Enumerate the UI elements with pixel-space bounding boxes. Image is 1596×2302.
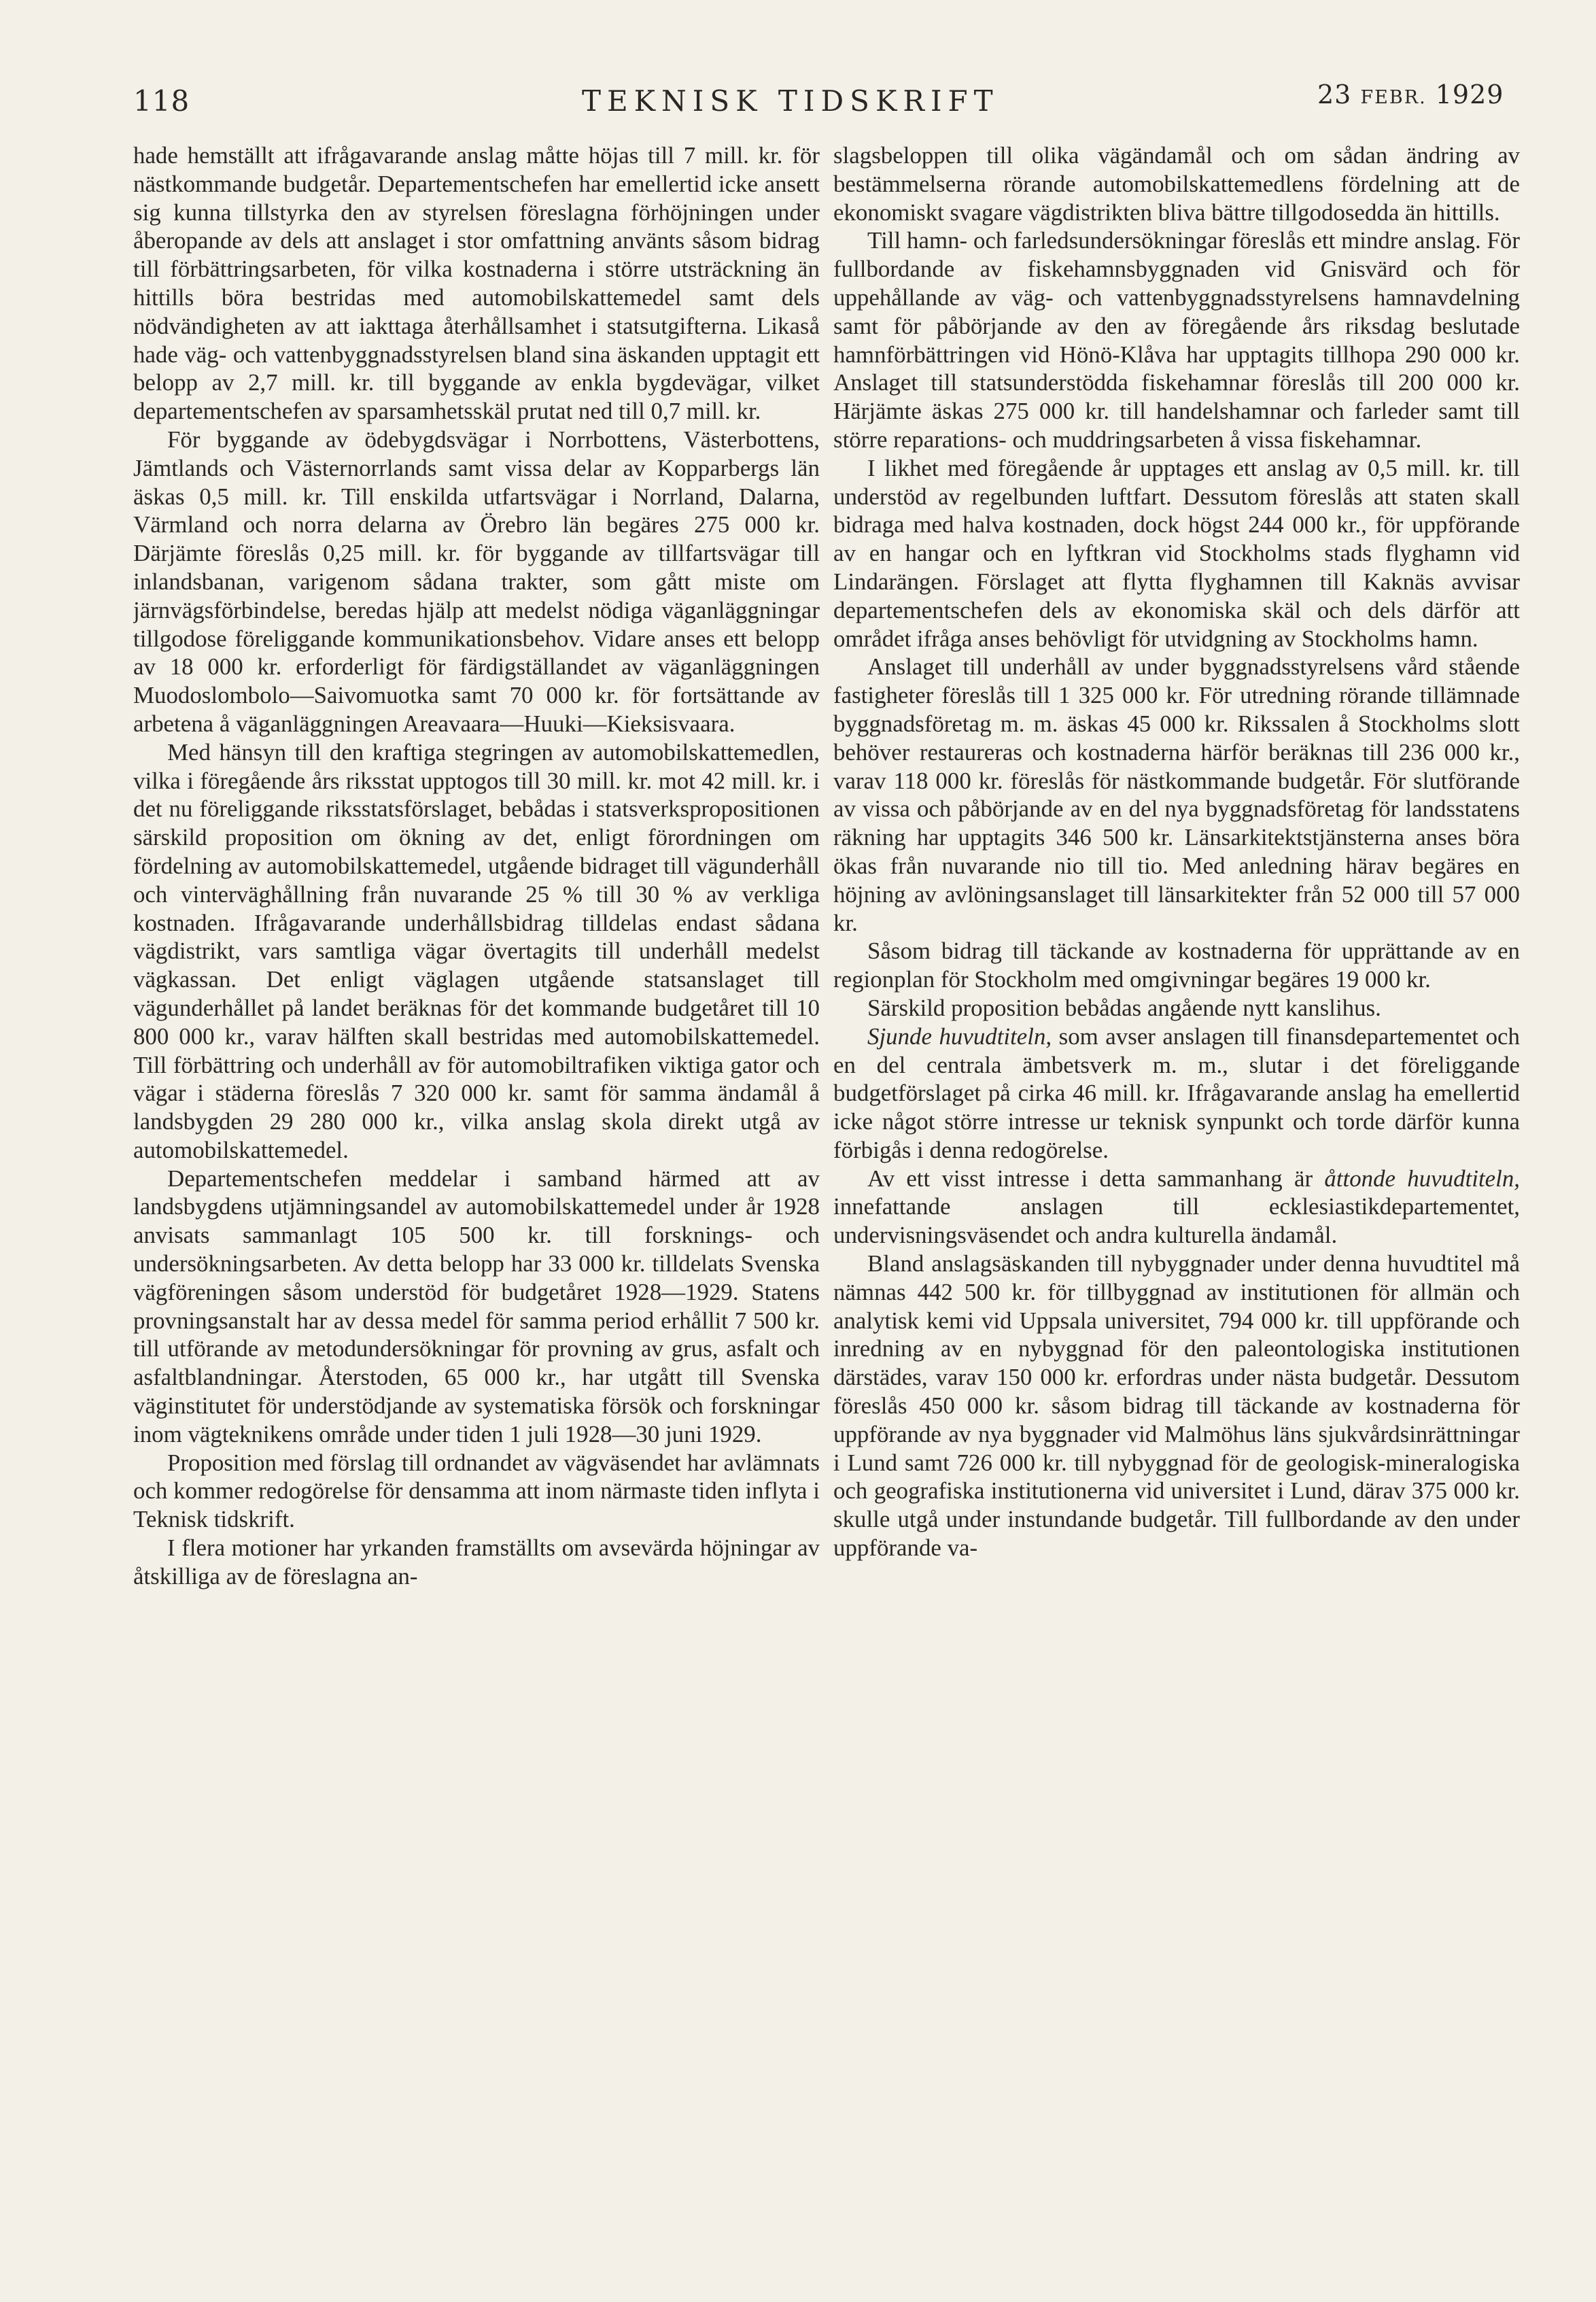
issue-date-day: 23 [1317,80,1352,109]
issue-date-month: FEBR. [1360,87,1427,108]
paragraph-seventh-title [833,1023,1520,1165]
eighth-title-heading: åttonde huvudtiteln, [1324,1165,1520,1192]
eighth-title-text: innefattande anslagen till ecklesiastikdepartementet, undervisningsväsendet och andra kulturella ändamål. [833,1193,1520,1249]
paragraph-road-proposition: Proposition med förslag till ordnandet av vägväsendet har avlämnats och kommer redogörelse för densamma att inom närmaste tiden inflyta i Teknisk tidskrift. [133,1449,820,1533]
right-column [833,141,1520,2242]
page-header [0,0,1596,136]
journal-title: TEKNISK TIDSKRIFT [582,84,999,118]
paragraph-wilderness-roads: För byggande av ödebygdsvägar i Norrbottens, Västerbottens, Jämtlands och Västernorrlands samt vissa delar av Kopparbergs län äskas 0,5 mill. kr. Till enskilda utfartsvägar i Norrland, Dalarna, Värmland och norra delarna av Örebro län begäres 275 000 kr. Därjämte föreslås 0,25 mill. kr. för byggande av tillfartsvägar till inlandsbanan, varigenom sådana trakter, som gått miste om järnvägsförbindelse, beredas hjälp att medelst nödiga väganläggningar tillgodose föreliggande kommunikationsbehov. Vidare anses ett belopp av 18 000 kr. erforderligt för färdigställandet av väganläggningen Muodoslombolo—Saivomuotka samt 70 000 kr. för fortsättande av arbetena å väganläggningen Areavaara—Huuki—Kieksisvaara. [133,426,820,737]
paragraph-regional-plan: Såsom bidrag till täckande av kostnaderna för upprättande av en regionplan för Stockholm med omgivningar begäres 19 000 kr. [833,938,1520,993]
left-column [133,141,820,2242]
paragraph-chancellery: Särskild proposition bebådas angående nytt kanslihus. [867,994,1381,1021]
seventh-title-text: som avser anslagen till finansdepartementet och en del centrala ämbetsverk m. m., slutar i det föreliggande budgetförslaget på cirka 46 mill. kr. Ifrågavarande anslag ha emellertid icke något större intresse ur teknisk synpunkt och torde därför kunna förbigås i denna redogörelse. [833,1023,1520,1163]
seventh-title-heading: Sjunde huvudtiteln, [867,1023,1052,1050]
paragraph-eighth-title [833,1165,1520,1250]
paragraph-research-funds: Departementschefen meddelar i samband härmed att av landsbygdens utjämningsandel av automobilskattemedel under år 1928 anvisats sammanlagt 105 500 kr. till forsknings- och undersökningsarbeten. Av detta belopp har 33 000 kr. tilldelats Svenska vägföreningen såsom understöd för budgetåret 1928—1929. Statens provningsanstalt har av dessa medel för samma period erhållit 7 500 kr. till utförande av metodundersökningar för provning av grus, asfalt och asfaltblandningar. Återstoden, 65 000 kr., har utgått till Svenska väginstitutet för understödjande av systematiska försök och forskningar inom vägteknikens område under tiden 1 juli 1928—30 juni 1929. [133,1165,820,1447]
paragraph-aviation: I likhet med föregående år upptages ett anslag av 0,5 mill. kr. till understöd av regelbunden luftfart. Dessutom föreslås att staten skall bidraga med halva kostnaden, dock högst 244 000 kr., för uppförande av en hangar och en lyftkran vid Stockholms stads flyghamn vid Lindarängen. Förslaget att flytta flyghamnen till Kaknäs avvisar departementschefen dels av ekonomiska skäl och dels därför att området ifråga anses behövligt för utvidgning av Stockholms hamn. [833,454,1520,652]
paragraph-harbours: Till hamn- och farledsundersökningar föreslås ett mindre anslag. För fullbordande av fiskehamnsbyggnaden vid Gnisvärd och för uppehållande av väg- och vattenbyggnadsstyrelsens hamnavdelning samt för påbörjande av den av föregående års riksdag beslutade hamnförbättringen vid Hönö-Klåva har upptagits tillhopa 290 000 kr. Anslaget till statsunderstödda fiskehamnar föreslås till 200 000 kr. Härjämte äskas 275 000 kr. till handelshamnar och farleder samt till större reparations- och muddringsarbeten å vissa fiskehamnar. [833,227,1520,453]
paragraph-road-grants: hade hemställt att ifrågavarande anslag måtte höjas till 7 mill. kr. för nästkommande budgetår. Departementschefen har emellertid icke ansett sig kunna tillstyrka den av styrelsen föreslagna förhöjningen under åberopande av dels att anslaget i stor omfattning använts såsom bidrag till förbättringsarbeten, för vilka kostnaderna i större utsträckning än hittills böra bestridas med automobilskattemedel samt dels nödvändigheten av att iakttaga återhållsamhet i statsutgifterna. Likaså hade väg- och vattenbyggnadsstyrelsen bland sina äskanden upptagit ett belopp av 2,7 mill. kr. till byggande av enkla bygdevägar, vilket departementschefen av sparsamhetsskäl prutat ned till 0,7 mill. kr. [133,142,820,425]
paragraph-buildings: Anslaget till underhåll av under byggnadsstyrelsens vård stående fastigheter föreslås till 1 325 000 kr. För utredning rörande tillämnade byggnadsföretag m. m. äskas 45 000 kr. Rikssalen å Stockholms slott behöver restaureras och kostnaderna härför beräknas till 236 000 kr., varav 118 000 kr. föreslås för nästkommande budgetår. För slutförande av vissa och påbörjande av en del nya byggnadsföretag för landsstatens räkning har upptagits 346 500 kr. Länsarkitektstjänsterna anses böra ökas från nuvarande nio till tio. Med anledning härav begäres en höjning av avlöningsanslaget till länsarkitekter från 52 000 till 57 000 kr. [833,653,1520,936]
page-number: 118 [133,84,190,118]
paragraph-automobile-tax: Med hänsyn till den kraftiga stegringen av automobilskattemedlen, vilka i föregående års riksstat upptogos till 30 mill. kr. mot 42 mill. kr. i det nu föreliggande riksstatsförslaget, bebådas i statsverkspropositionen särskild proposition om ökning av det, enligt förordningen om fördelning av automobilskattemedel, utgående bidraget till vägunderhåll och vinterväghållning från nuvarande 25 % till 30 % av verkliga kostnaden. Ifrågavarande underhållsbidrag tilldelas endast sådana vägdistrikt, vars samtliga vägar övertagits till underhåll medelst vägkassan. Det enligt väglagen utgående statsanslaget till vägunderhållet på landet beräknas för det kommande budgetåret till 10 800 000 kr., varav hälften skall bestridas med automobilskattemedel. Till förbättring och underhåll av för automobiltrafiken viktiga gator och vägar i städerna föreslås 7 320 000 kr. samt för samma ändamål å landsbygden 29 280 000 kr., vilka anslag skola direkt utgå av automobilskattemedel. [133,738,820,1163]
paragraph-university-buildings: Bland anslagsäskanden till nybyggnader under denna huvudtitel må nämnas 442 500 kr. för tillbyggnad av institutionen för allmän och analytisk kemi vid Uppsala universitet, 794 000 kr. till uppförande och inredning av en nybyggnad för den paleontologiska institutionen därstädes, varav 150 000 kr. erfordras under nästa budgetår. Dessutom föreslås 450 000 kr. såsom bidrag till täckande av kostnaderna för uppförande av nya byggnader vid Malmöhus läns sjukvårdsinrättningar i Lund samt 726 000 kr. till nybyggnad för de geologisk-mineralogiska och geografiska institutionerna vid universitet i Lund, därav 375 000 kr. skulle utgå under instundande budgetår. Till fullbordande av den under uppförande va- [833,1250,1520,1562]
issue-date [1317,82,1504,107]
paragraph-motions-continued: slagsbeloppen till olika vägändamål och om sådan ändring av bestämmelserna rörande automobilskattemedlens fördelning att de ekonomiskt svagare vägdistrikten bliva bättre tillgodosedda än hittills. [833,142,1520,226]
paragraph-motions: I flera motioner har yrkanden framställts om avsevärda höjningar av åtskilliga av de föreslagna an- [133,1534,820,1590]
issue-date-year: 1929 [1435,80,1504,109]
eighth-title-lead: Av ett visst intresse i detta sammanhang är [867,1165,1325,1192]
